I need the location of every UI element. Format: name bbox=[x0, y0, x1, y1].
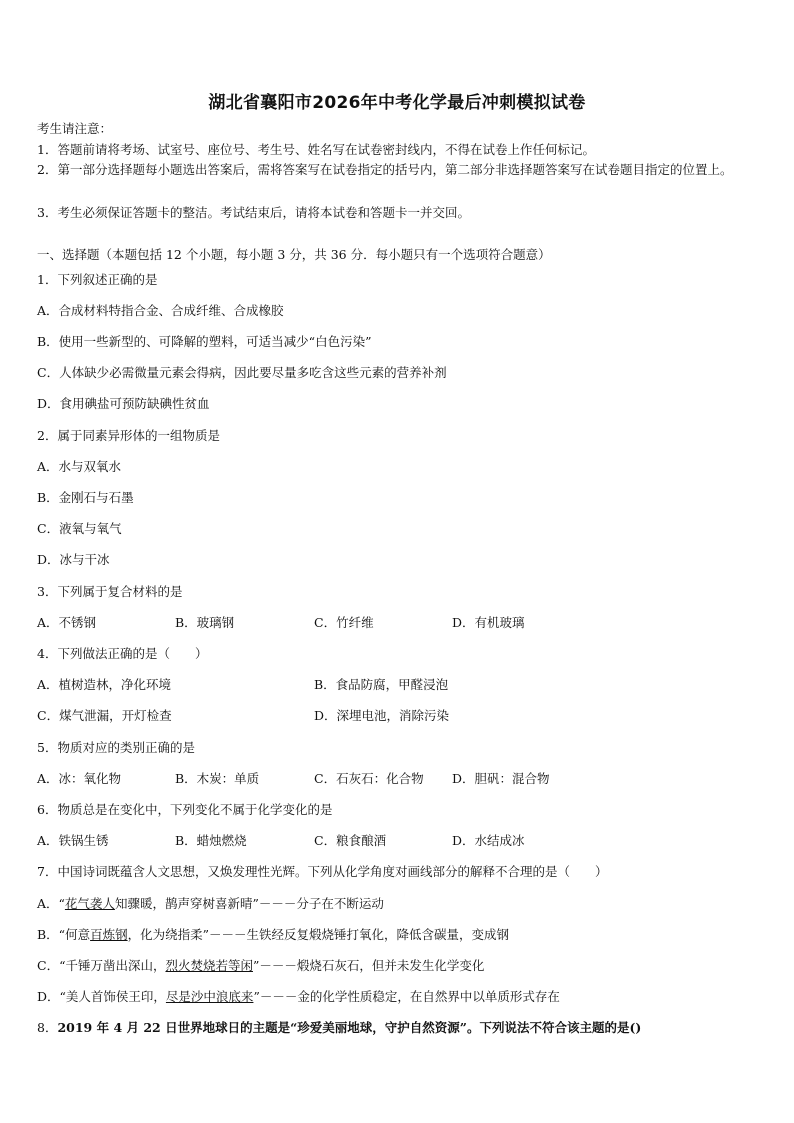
q7-option-d bbox=[37, 989, 560, 1005]
q6-option-b: B．蜡烛燃烧 bbox=[175, 833, 247, 848]
q1-option-c: C．人体缺少必需微量元素会得病，因此要尽量多吃含这些元素的营养补剂 bbox=[37, 365, 447, 380]
q7-option-a bbox=[37, 896, 384, 912]
q1-option-d: D．食用碘盐可预防缺碘性贫血 bbox=[37, 396, 210, 411]
q7-d-suffix: ”－－－金的化学性质稳定，在自然界中以单质形式存在 bbox=[253, 989, 560, 1004]
q5-option-a: A．冰：氧化物 bbox=[37, 771, 122, 786]
notice-item-2: 2．第一部分选择题每小题选出答案后，需将答案写在试卷指定的括号内，第二部分非选择题答案写在试卷题目指定的位置上。 bbox=[37, 162, 733, 177]
q3-option-b: B．玻璃钢 bbox=[175, 615, 235, 630]
q4-option-b: B．食品防腐，甲醛浸泡 bbox=[314, 677, 449, 692]
q3-option-d: D．有机玻璃 bbox=[452, 615, 525, 630]
q7-b-prefix: B．“何意 bbox=[37, 927, 91, 942]
q6-option-d: D．水结成冰 bbox=[452, 833, 525, 848]
q7-d-underlined: 尽是沙中浪底来 bbox=[165, 989, 254, 1004]
question-8-stem bbox=[37, 1020, 641, 1036]
question-6-stem: 6．物质总是在变化中，下列变化不属于化学变化的是 bbox=[37, 802, 333, 817]
question-2-stem: 2．属于同素异形体的一组物质是 bbox=[37, 428, 220, 443]
q5-option-c: C．石灰石：化合物 bbox=[314, 771, 424, 786]
q7-option-b bbox=[37, 927, 509, 943]
q6-option-c: C．粮食酿酒 bbox=[314, 833, 387, 848]
notice-heading: 考生请注意： bbox=[37, 121, 113, 136]
q6-option-a: A．铁锅生锈 bbox=[37, 833, 109, 848]
q3-option-c: C．竹纤维 bbox=[314, 615, 374, 630]
q7-c-prefix: C．“千锤万凿出深山， bbox=[37, 958, 166, 973]
q3-option-a: A．不锈钢 bbox=[37, 615, 97, 630]
q2-option-a: A．水与双氧水 bbox=[37, 459, 122, 474]
q7-a-underlined: 花气袭人 bbox=[64, 896, 115, 911]
q2-option-b: B．金刚石与石墨 bbox=[37, 490, 134, 505]
question-3-stem: 3．下列属于复合材料的是 bbox=[37, 584, 183, 599]
notice-item-3: 3．考生必须保证答题卡的整洁。考试结束后，请将本试卷和答题卡一并交回。 bbox=[37, 205, 470, 220]
q4-option-d: D．深埋电池，消除污染 bbox=[314, 708, 450, 723]
question-5-stem: 5．物质对应的类别正确的是 bbox=[37, 740, 195, 755]
notice-item-1: 1．答题前请将考场、试室号、座位号、考生号、姓名写在试卷密封线内，不得在试卷上作任何标记。 bbox=[37, 142, 595, 157]
q7-c-underlined: 烈火焚烧若等闲 bbox=[165, 958, 253, 973]
q7-b-underlined: 百炼钢 bbox=[90, 927, 128, 942]
q2-option-d: D．冰与干冰 bbox=[37, 552, 110, 567]
question-7-stem: 7．中国诗词既蕴含人文思想，又焕发理性光辉。下列从化学角度对画线部分的解释不合理的是（ ） bbox=[37, 864, 608, 879]
q8-number: 8． bbox=[37, 1020, 58, 1035]
question-1-stem: 1．下列叙述正确的是 bbox=[37, 272, 158, 287]
q1-option-a: A．合成材料特指合金、合成纤维、合成橡胶 bbox=[37, 303, 284, 318]
question-4-stem: 4．下列做法正确的是（ ） bbox=[37, 646, 208, 661]
q1-option-b: B．使用一些新型的、可降解的塑料，可适当减少“白色污染” bbox=[37, 334, 372, 349]
q5-option-d: D．胆矾：混合物 bbox=[452, 771, 550, 786]
q7-c-suffix: ”－－－煅烧石灰石，但并未发生化学变化 bbox=[252, 958, 485, 973]
q2-option-c: C．液氧与氧气 bbox=[37, 521, 122, 536]
q7-option-c bbox=[37, 958, 484, 974]
q4-option-c: C．煤气泄漏，开灯检查 bbox=[37, 708, 172, 723]
q5-option-b: B．木炭：单质 bbox=[175, 771, 260, 786]
q7-b-suffix: ，化为绕指柔”－－－生铁经反复煅烧锤打氧化，降低含碳量，变成钢 bbox=[127, 927, 509, 942]
q8-text: 2019 年 4 月 22 日世界地球日的主题是“珍爱美丽地球，守护自然资源”。下列说法不符合该主题的是() bbox=[57, 1020, 642, 1035]
page-title: 湖北省襄阳市2026年中考化学最后冲刺模拟试卷 bbox=[208, 93, 586, 113]
section-heading: 一、选择题（本题包括 12 个小题，每小题 3 分，共 36 分．每小题只有一个选项符合题意） bbox=[37, 247, 551, 262]
q7-d-prefix: D．“美人首饰侯王印， bbox=[37, 989, 166, 1004]
q7-a-prefix: A．“ bbox=[37, 896, 65, 911]
q7-a-suffix: 知骤暖，鹊声穿树喜新晴”－－－分子在不断运动 bbox=[114, 896, 384, 911]
q4-option-a: A．植树造林，净化环境 bbox=[37, 677, 172, 692]
